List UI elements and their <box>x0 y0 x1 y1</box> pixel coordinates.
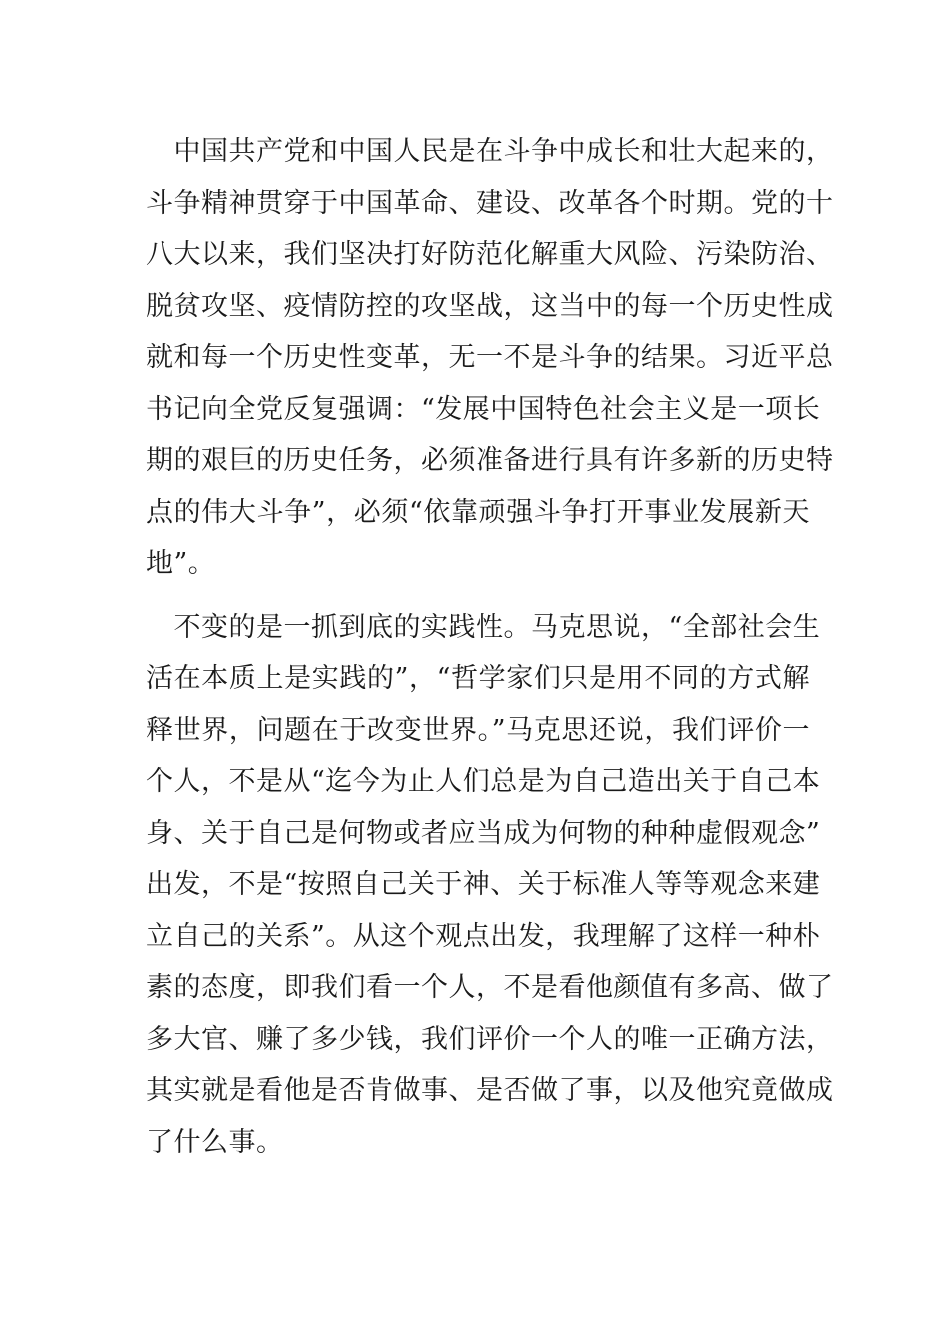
text-line: 其实就是看他是否肯做事、是否做了事，以及他究竟做成 <box>146 1075 834 1106</box>
text-line: 了什么事。 <box>146 1126 284 1158</box>
text-line: 出发，不是“按照自己关于神、关于标准人等等观念来建 <box>146 869 821 900</box>
text-line: 活在本质上是实践的”，“哲学家们只是用不同的方式解 <box>146 663 810 694</box>
text-line: 多大官、赚了多少钱，我们评价一个人的唯一正确方法， <box>146 1023 834 1055</box>
text-line: 中国共产党和中国人民是在斗争中成长和壮大起来的， <box>146 136 834 167</box>
text-line: 立自己的关系”。从这个观点出发，我理解了这样一种朴 <box>146 920 821 952</box>
text-line: 释世界，问题在于改变世界。”马克思还说，我们评价一 <box>146 714 810 746</box>
text-line: 点的伟大斗争”，必须“依靠顽强斗争打开事业发展新天 <box>146 496 810 528</box>
text-line: 地”。 <box>146 548 216 579</box>
text-line: 素的态度，即我们看一个人，不是看他颜值有多高、做了 <box>146 972 834 1003</box>
paragraph-struggle <box>146 126 834 590</box>
text-line: 期的艰巨的历史任务，必须准备进行具有许多新的历史特 <box>146 445 834 476</box>
paragraph-spacer <box>146 590 810 602</box>
text-line: 不变的是一抓到底的实践性。马克思说，“全部社会生 <box>146 611 821 643</box>
text-line: 书记向全党反复强调：“发展中国特色社会主义是一项长 <box>146 393 821 425</box>
text-line: 脱贫攻坚、疫情防控的攻坚战，这当中的每一个历史性成 <box>146 290 834 322</box>
document-body <box>146 126 834 1168</box>
text-line: 八大以来，我们坚决打好防范化解重大风险、污染防治、 <box>146 239 834 270</box>
text-line: 个人，不是从“迄今为止人们总是为自己造出关于自己本 <box>146 766 821 797</box>
paragraph-practice <box>146 602 834 1169</box>
text-line: 身、关于自己是何物或者应当成为何物的种种虚假观念” <box>146 817 821 849</box>
text-line: 就和每一个历史性变革，无一不是斗争的结果。习近平总 <box>146 342 834 373</box>
text-line: 斗争精神贯穿于中国革命、建设、改革各个时期。党的十 <box>146 187 834 219</box>
